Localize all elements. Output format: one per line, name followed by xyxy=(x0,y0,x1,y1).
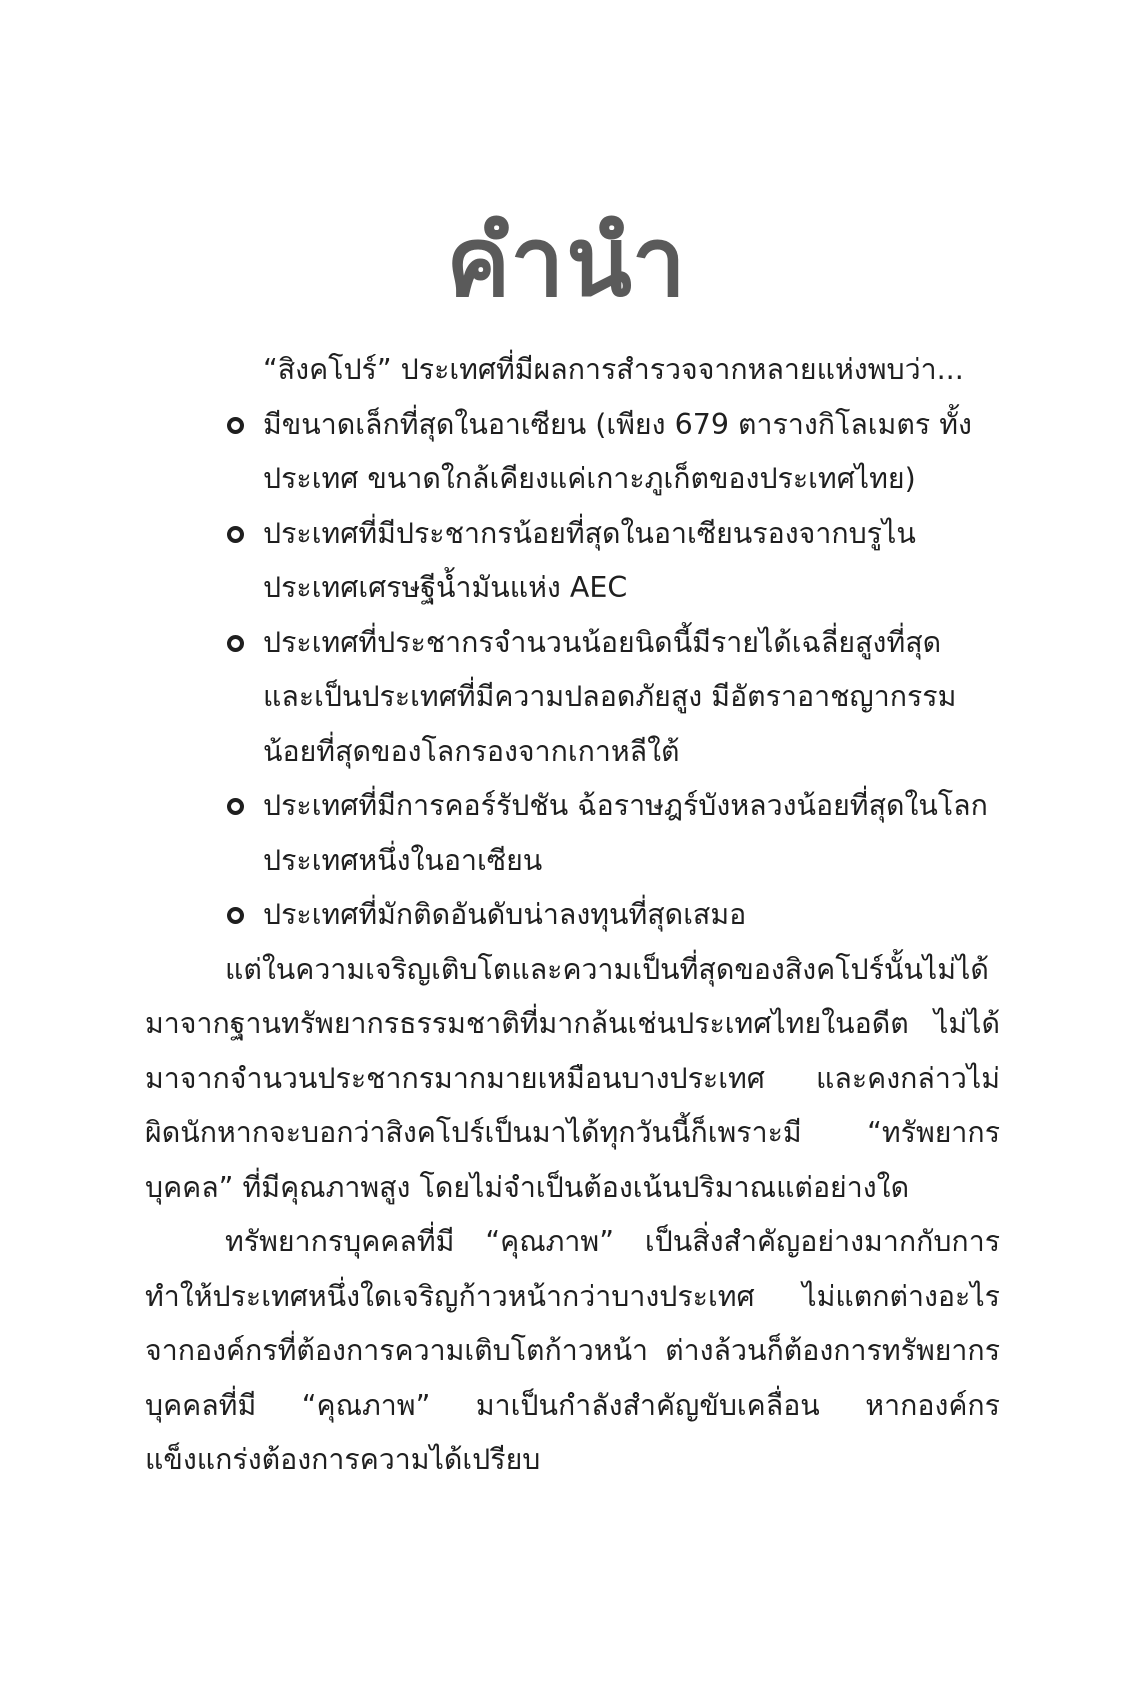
list-item xyxy=(145,888,1000,943)
intro-line: “สิงคโปร์” ประเทศที่มีผลการสำรวจจากหลายแห่งพบว่า... xyxy=(263,353,964,386)
paragraph: ทรัพยากรบุคคลที่มี “คุณภาพ” เป็นสิ่งสำคัญอย่างมากกับการทำให้ประเทศหนึ่งใดเจริญก้าวหน้ากว่าบางประเทศ ไม่แตกต่างอะไรจากองค์กรที่ต้องการความเติบโตก้าวหน้า ต่างล้วนก็ต้องการทรัพยากรบุคคลที่มี “คุณภาพ” มาเป็นกำลังสำคัญขับเคลื่อน หากองค์กรแข็งแกร่งต้องการความได้เปรียบ xyxy=(145,1225,1000,1476)
circle-bullet-icon xyxy=(227,907,244,924)
fact-list xyxy=(145,398,1000,943)
list-item xyxy=(145,779,1000,888)
paragraph: แต่ในความเจริญเติบโตและความเป็นที่สุดของสิงคโปร์นั้นไม่ได้มาจากฐานทรัพยากรธรรมชาติที่มากล้นเช่นประเทศไทยในอดีต ไม่ได้มาจากจำนวนประชากรมากมายเหมือนบางประเทศ และคงกล่าวไม่ผิดนักหากจะบอกว่าสิงคโปร์เป็นมาได้ทุกวันนี้ก็เพราะมี “ทรัพยากรบุคคล” ที่มีคุณภาพสูง โดยไม่จำเป็นต้องเน้นปริมาณแต่อย่างใด xyxy=(145,952,1000,1204)
circle-bullet-icon xyxy=(227,798,244,815)
body-text xyxy=(145,343,1000,1488)
list-item xyxy=(145,616,1000,780)
list-item xyxy=(145,507,1000,616)
list-item-text: ประเทศที่มีประชากรน้อยที่สุดในอาเซียนรองจากบรูไน ประเทศเศรษฐีน้ำมันแห่ง AEC xyxy=(263,516,916,604)
list-item-text: ประเทศที่มักติดอันดับน่าลงทุนที่สุดเสมอ xyxy=(263,898,747,931)
list-item-text: ประเทศที่ประชากรจำนวนน้อยนิดนี้มีรายได้เฉลี่ยสูงที่สุด และเป็นประเทศที่มีความปลอดภัยสูง มีอัตราอาชญากรรมน้อยที่สุดของโลกรองจากเกาหลีใต้ xyxy=(263,625,957,768)
circle-bullet-icon xyxy=(227,635,244,652)
list-item-text: ประเทศที่มีการคอร์รัปชัน ฉ้อราษฎร์บังหลวงน้อยที่สุดในโลกประเทศหนึ่งในอาเซียน xyxy=(263,789,988,877)
list-item-text: มีขนาดเล็กที่สุดในอาเซียน (เพียง 679 ตารางกิโลเมตร ทั้งประเทศ ขนาดใกล้เคียงแค่เกาะภูเก็ตของประเทศไทย) xyxy=(263,407,972,495)
circle-bullet-icon xyxy=(227,417,244,434)
page-title: คำนำ xyxy=(446,206,688,319)
list-item xyxy=(145,398,1000,507)
circle-bullet-icon xyxy=(227,526,244,543)
